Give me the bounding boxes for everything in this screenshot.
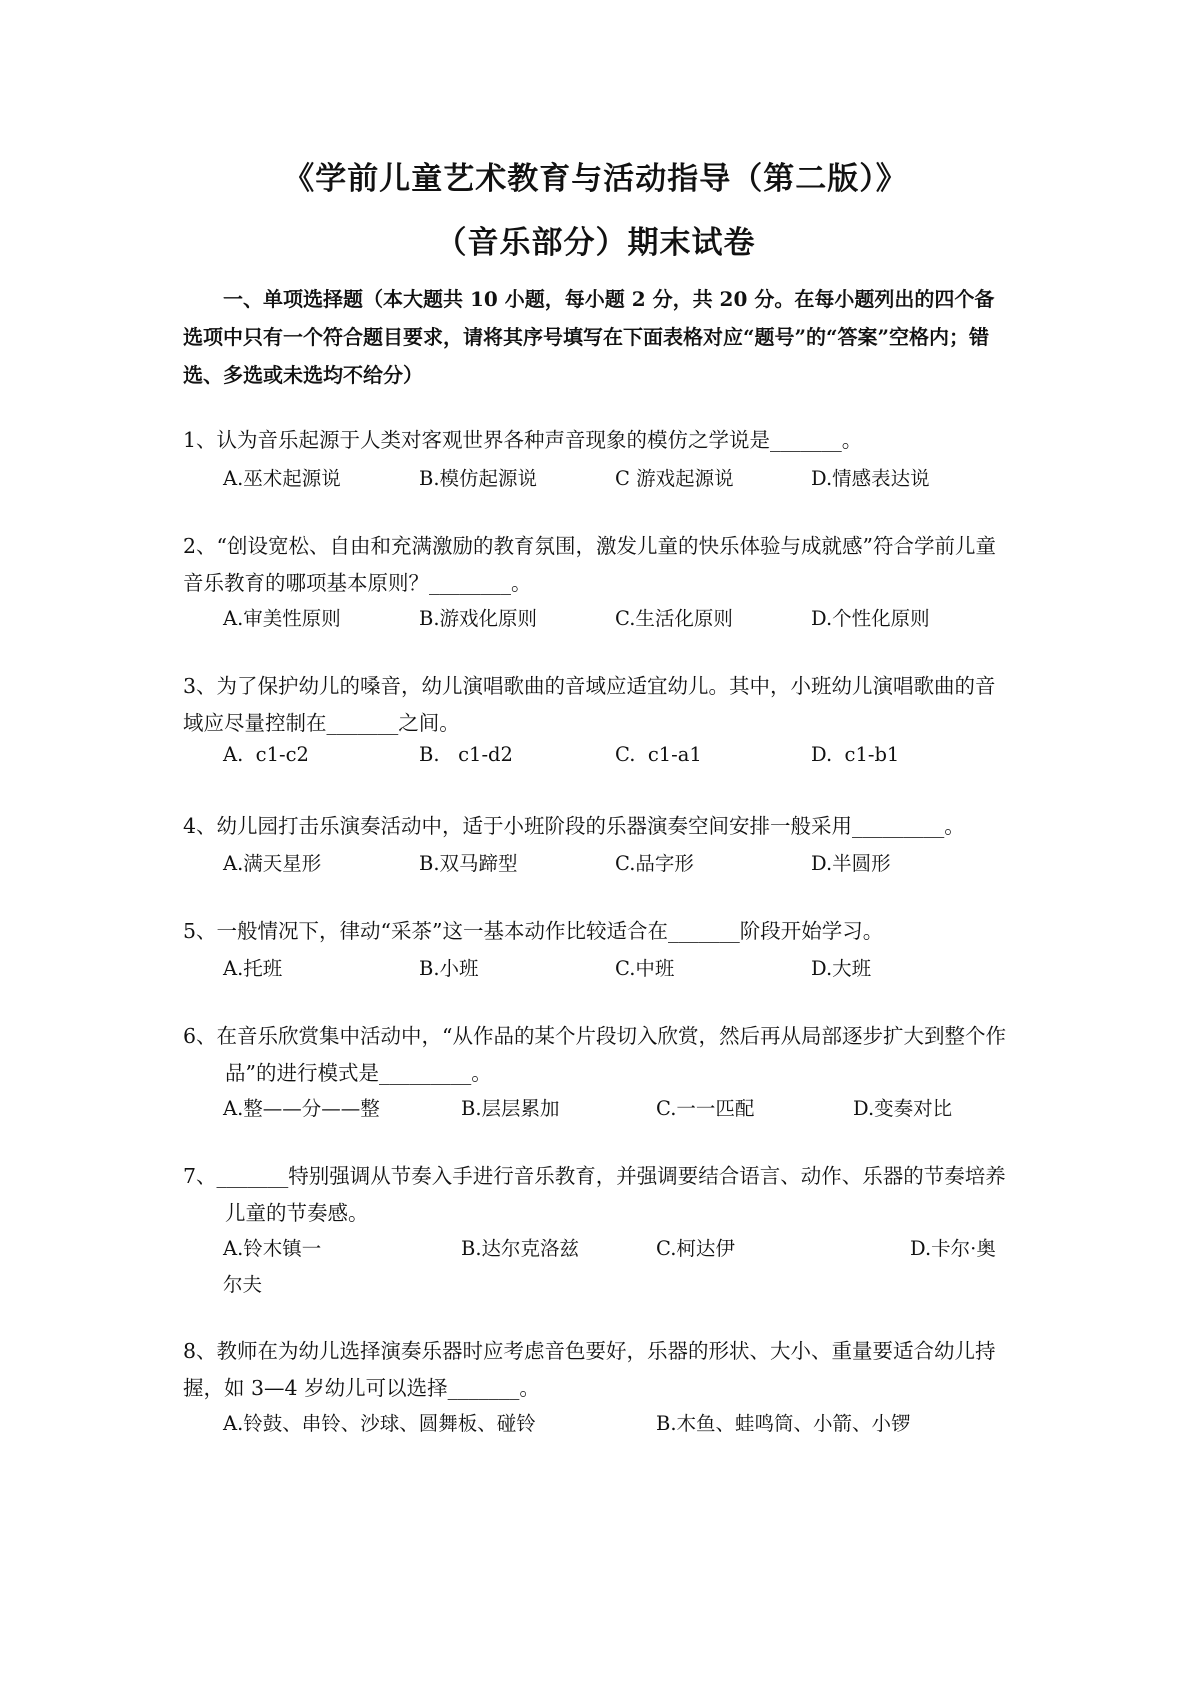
question-7-options xyxy=(223,1233,1023,1263)
option-b: B.双马蹄型 xyxy=(419,852,518,875)
option-d: D. c1-b1 xyxy=(811,743,900,766)
option-a: A.审美性原则 xyxy=(223,607,341,630)
option-c: C.品字形 xyxy=(615,852,694,875)
question-4-options xyxy=(223,848,1023,878)
option-b: B. c1-d2 xyxy=(419,743,513,766)
option-a: A.整——分——整 xyxy=(223,1097,380,1120)
option-a: A.铃鼓、串铃、沙球、圆舞板、碰铃 xyxy=(223,1412,536,1435)
question-2-options xyxy=(223,603,1023,633)
option-d: D.卡尔·奥 xyxy=(910,1237,996,1260)
question-7 xyxy=(183,1158,1013,1232)
option-a: A. c1-c2 xyxy=(223,743,309,766)
option-b: B.层层累加 xyxy=(461,1097,560,1120)
question-6 xyxy=(183,1018,1013,1092)
question-5 xyxy=(183,913,1013,950)
question-1-options xyxy=(223,463,1023,493)
question-stem: 4、幼儿园打击乐演奏活动中，适于小班阶段的乐器演奏空间安排一般采用_________。 xyxy=(183,814,965,838)
question-stem: 5、一般情况下，律动“采茶”这一基本动作比较适合在_______阶段开始学习。 xyxy=(183,919,884,943)
question-stem-line2: 音乐教育的哪项基本原则？________。 xyxy=(183,571,532,595)
option-b: B.小班 xyxy=(419,957,479,980)
option-c: C.生活化原则 xyxy=(615,607,733,630)
question-stem-line1: 2、“创设宽松、自由和充满激励的教育氛围，激发儿童的快乐体验与成就感”符合学前儿童 xyxy=(183,534,997,558)
question-3 xyxy=(183,668,1013,742)
question-stem-line2: 域应尽量控制在_______之间。 xyxy=(183,711,460,735)
option-b: B.木鱼、蛙鸣筒、小箭、小锣 xyxy=(656,1412,911,1435)
option-c: C.一一匹配 xyxy=(656,1097,755,1120)
question-stem-line2: 儿童的节奏感。 xyxy=(225,1201,369,1225)
question-1 xyxy=(183,422,1013,459)
exam-subtitle: （音乐部分）期末试卷 xyxy=(435,225,756,261)
option-b: B.游戏化原则 xyxy=(419,607,538,630)
section-heading xyxy=(183,280,1013,394)
question-stem-line1: 7、_______特别强调从节奏入手进行音乐教育，并强调要结合语言、动作、乐器的节奏培养 xyxy=(183,1164,1006,1188)
section-heading-text: 一、单项选择题（本大题共 10 小题，每小题 2 分，共 20 分。在每小题列出的四个备选项中只有一个符合题目要求，请将其序号填写在下面表格对应“题号”的“答案”空格内；错选、多选或未选均不给分） xyxy=(183,287,995,387)
option-d: D.变奏对比 xyxy=(853,1097,953,1120)
question-6-options xyxy=(223,1093,1023,1123)
option-d: D.半圆形 xyxy=(811,852,891,875)
question-4 xyxy=(183,808,1013,845)
option-d: D.个性化原则 xyxy=(811,607,930,630)
option-a: A.托班 xyxy=(223,957,283,980)
option-c: C 游戏起源说 xyxy=(615,467,734,490)
question-5-options xyxy=(223,953,1023,983)
option-c: C.柯达伊 xyxy=(656,1237,735,1260)
question-stem-line2: 握，如 3—4 岁幼儿可以选择_______。 xyxy=(183,1376,540,1400)
option-b: B.模仿起源说 xyxy=(419,467,538,490)
question-8-options xyxy=(223,1408,1023,1438)
question-8 xyxy=(183,1333,1013,1407)
option-c: C.中班 xyxy=(615,957,675,980)
option-a: A.铃木镇一 xyxy=(223,1237,322,1260)
question-stem: 1、认为音乐起源于人类对客观世界各种声音现象的模仿之学说是_______。 xyxy=(183,428,863,452)
option-d-continuation: 尔夫 xyxy=(223,1273,263,1296)
question-stem-line1: 6、在音乐欣赏集中活动中，“从作品的某个片段切入欣赏，然后再从局部逐步扩大到整个作 xyxy=(183,1024,1007,1048)
option-a: A.巫术起源说 xyxy=(223,467,341,490)
question-2 xyxy=(183,528,1013,602)
question-stem-line1: 8、教师在为幼儿选择演奏乐器时应考虑音色要好，乐器的形状、大小、重量要适合幼儿持 xyxy=(183,1339,996,1363)
option-d: D.情感表达说 xyxy=(811,467,930,490)
option-a: A.满天星形 xyxy=(223,852,322,875)
question-stem-line2: 品”的进行模式是_________。 xyxy=(225,1061,492,1085)
option-c: C. c1-a1 xyxy=(615,743,702,766)
question-3-options xyxy=(223,743,1023,773)
exam-title: 《学前儿童艺术教育与活动指导（第二版）》 xyxy=(283,161,908,197)
option-d: D.大班 xyxy=(811,957,872,980)
option-b: B.达尔克洛兹 xyxy=(461,1237,580,1260)
question-7-option-wrap xyxy=(223,1269,1023,1299)
question-stem-line1: 3、为了保护幼儿的嗓音，幼儿演唱歌曲的音域应适宜幼儿。其中，小班幼儿演唱歌曲的音 xyxy=(183,674,996,698)
